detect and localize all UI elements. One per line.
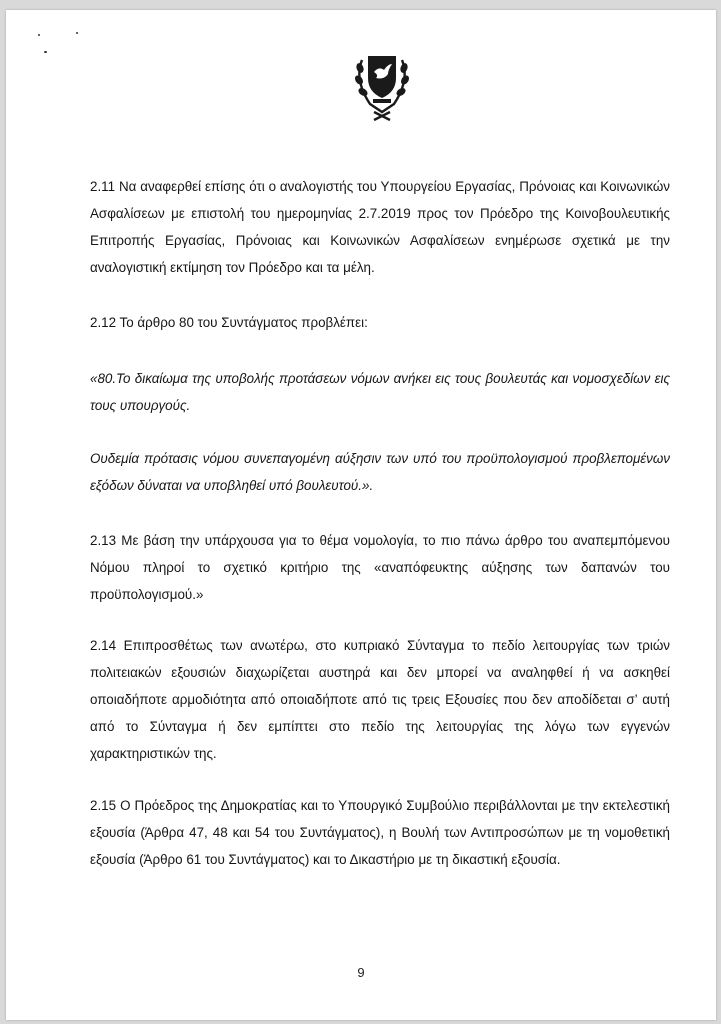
paragraph-2-11: 2.11 Να αναφερθεί επίσης ότι ο αναλογιστής του Υπουργείου Εργασίας, Πρόνοιας και Κοινωνικών Ασφαλίσεων με επιστολή του ημερομηνίας 2.7.2019 προς τον Πρόεδρο της Κοινοβουλευτικής Επιτροπής Εργασίας, Πρόνοιας και Κοινωνικών Ασφαλίσεων ενημέρωσε σχετικά με την αναλογιστική εκτίμηση τον Πρόεδρο και τα μέλη. [90,179,670,275]
page-number: 9 [357,965,365,980]
document-page [6,10,716,1020]
paragraph-2-14: 2.14 Επιπροσθέτως των ανωτέρω, στο κυπριακό Σύνταγμα το πεδίο λειτουργίας των τριών πολιτειακών εξουσιών διαχωρίζεται αυστηρά και δεν μπορεί να αναληφθεί ή να ασκηθεί οποιαδήποτε αρμοδιότητα από οποιαδήποτε από τις τρεις Εξουσίες που δεν αποδίδεται σ’ αυτή από το Σύνταγμα ή δεν εμπίπτει στο πεδίο της λειτουργίας της λόγω των εγγενών χαρακτηριστικών της. [90,638,670,761]
quote-article-80-second: Ουδεμία πρότασις νόμου συνεπαγομένη αύξησιν των υπό του προϋπολογισμού προβλεπομένων εξόδων δύναται να υποβληθεί υπό βουλευτού.». [90,451,670,493]
paragraph-2-12: 2.12 Το άρθρο 80 του Συντάγματος προβλέπει: [90,315,368,330]
paragraph-2-13: 2.13 Με βάση την υπάρχουσα για το θέμα νομολογία, το πιο πάνω άρθρο του αναπεμπόμενου Νόμου πληροί το σχετικό κριτήριο της «αναπόφευκτης αύξησης των δαπανών του προϋπολογισμού.» [90,533,670,602]
scan-speck [38,34,40,36]
coat-of-arms-emblem-icon [346,42,418,122]
quote-article-80-first: «80.Το δικαίωμα της υποβολής προτάσεων νόμων ανήκει εις τους βουλευτάς και νομοσχεδίων εις τους υπουργούς. [90,371,670,413]
scan-speck [76,32,78,34]
paragraph-2-15: 2.15 Ο Πρόεδρος της Δημοκρατίας και το Υπουργικό Συμβούλιο περιβάλλονται με την εκτελεστική εξουσία (Άρθρα 47, 48 και 54 του Συντάγματος), η Βουλή των Αντιπροσώπων με τη νομοθετική εξουσία (Άρθρο 61 του Συντάγματος) και το Δικαστήριο με τη δικαστική εξουσία. [90,798,670,867]
scan-speck [44,51,47,53]
